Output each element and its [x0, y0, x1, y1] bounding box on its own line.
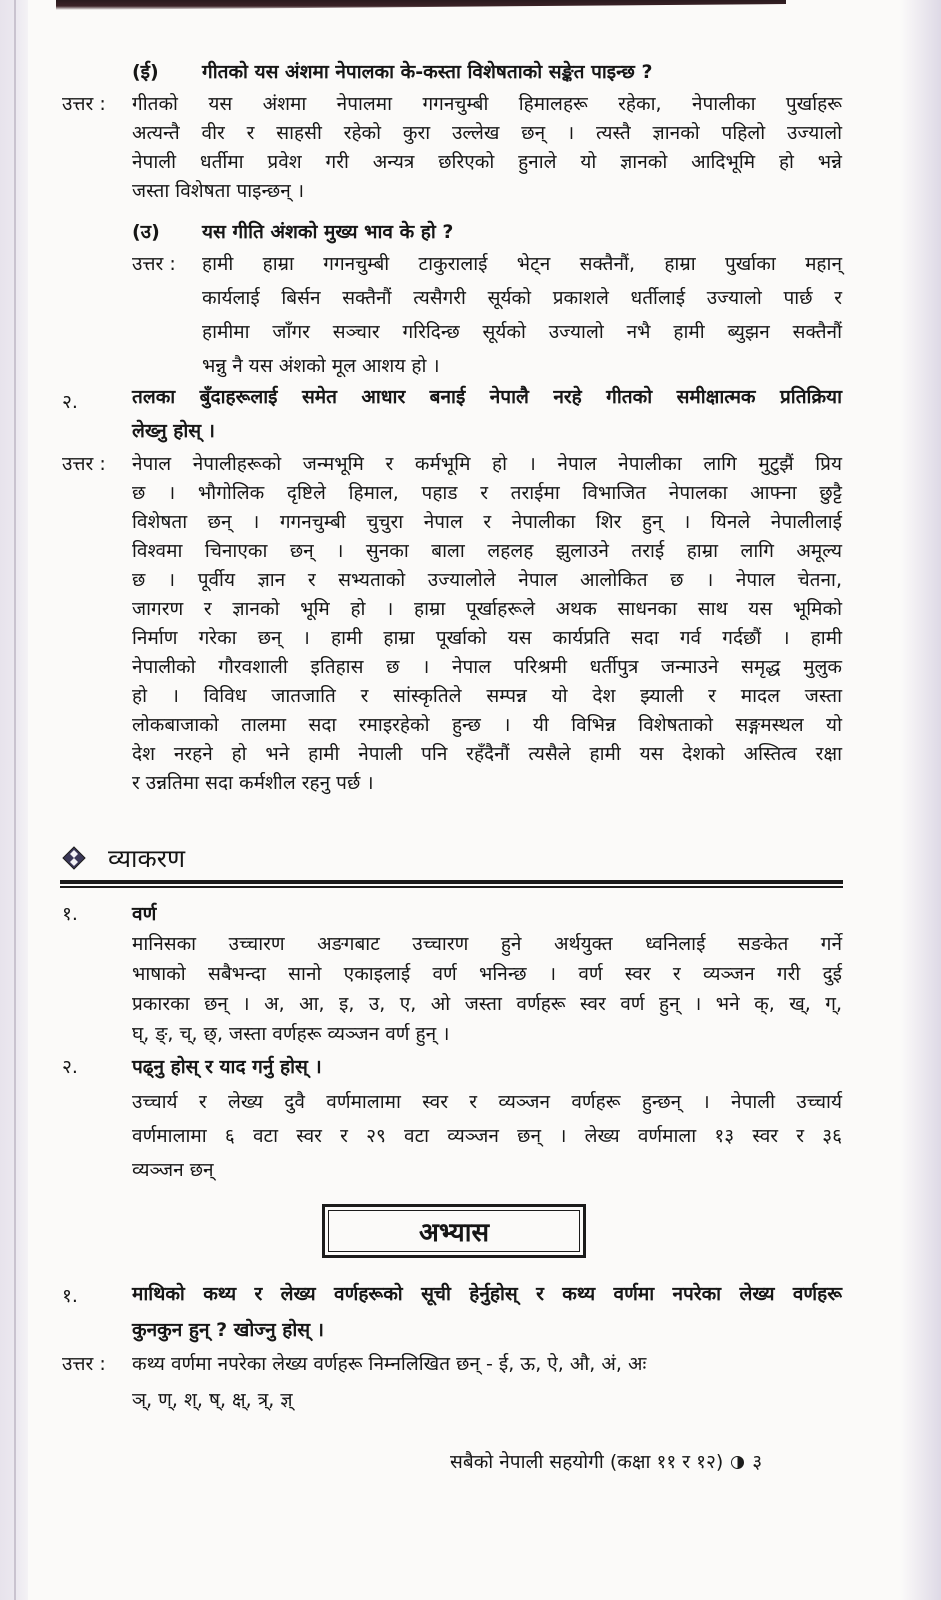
text-line: र उन्नतिमा सदा कर्मशील रहनु पर्छ । — [132, 772, 374, 794]
answer-label: उत्तर : — [62, 93, 106, 115]
page-binding-line — [14, 0, 16, 1600]
text-line: लेख्नु होस् । — [132, 420, 215, 442]
text-line: व्यञ्जन छन् — [132, 1159, 214, 1181]
page-number: ३ — [752, 1451, 763, 1473]
question-text — [132, 383, 842, 446]
item-number: १. — [62, 903, 78, 925]
text-line: देश नरहने हो भने हामी नेपाली पनि रहँदैनौं त्यसैले हामी यस देशको अस्तित्व रक्षा — [132, 743, 842, 765]
half-circle-icon — [731, 1456, 744, 1469]
text-line: नेपालीको गौरवशाली इतिहास छ । नेपाल परिश्रमी धर्तीपुत्र जन्माउने समृद्ध मुलुक — [132, 656, 842, 678]
page-top-shadow — [56, 0, 786, 10]
text-line: हामीमा जाँगर सञ्चार गरिदिन्छ सूर्यको उज्यालो नभै हामी ब्युझन सक्तैनौं — [202, 321, 842, 343]
text-line: भाषाको सबैभन्दा सानो एकाइलाई वर्ण भनिन्छ । वर्ण स्वर र व्यञ्जन गरी दुई — [132, 963, 842, 985]
answer-label: उत्तर : — [62, 453, 106, 475]
text-line: छ । भौगोलिक दृष्टिले हिमाल, पहाड र तराईमा विभाजित नेपालका आफ्ना छुट्टै — [132, 482, 842, 504]
answer-paragraph — [132, 90, 842, 206]
item-paragraph — [132, 1088, 842, 1185]
page-footer — [450, 1448, 762, 1477]
exercise-number: १. — [62, 1285, 78, 1307]
text-line: कुनकुन हुन् ? खोज्नु होस् । — [132, 1319, 324, 1341]
exercise-title-box — [322, 1204, 586, 1258]
text-line: विशेषता छन् । गगनचुम्बी चुचुरा नेपाल र नेपालीका शिर हुन् । यिनले नेपालीलाई — [132, 511, 842, 533]
text-line: निर्माण गरेका छन् । हामी हाम्रा पूर्खाको यस कार्यप्रति सदा गर्व गर्दछौं । हामी — [132, 627, 842, 649]
item-number: २. — [62, 1056, 78, 1078]
text-line: वर्णमालामा ६ वटा स्वर र २९ वटा व्यञ्जन छन् । लेख्य वर्णमाला १३ स्वर र ३६ — [132, 1125, 842, 1147]
answer-label: उत्तर : — [62, 1353, 106, 1375]
text-line: हो । विविध जातजाति र सांस्कृतिले सम्पन्न यो देश झ्याली र मादल जस्ता — [132, 685, 842, 707]
item-heading: पढ्नु होस् र याद गर्नु होस् । — [132, 1056, 322, 1078]
text-line: लोकबाजाको तालमा सदा रमाइरहेको हुन्छ । यी विभिन्न विशेषताको सङ्गमस्थल यो — [132, 714, 842, 736]
book-title: सबैको नेपाली सहयोगी (कक्षा ११ र १२) — [450, 1451, 724, 1473]
section-rule-thin — [60, 886, 843, 888]
text-line: गीतको यस अंशमा नेपालमा गगनचुम्बी हिमालहरू रहेका, नेपालीका पुर्खाहरू — [132, 93, 842, 115]
text-line: भन्नु नै यस अंशको मूल आशय हो । — [202, 355, 440, 377]
text-line: हामी हाम्रा गगनचुम्बी टाकुरालाई भेट्न सक्तैनौं, हाम्रा पुर्खाका महान् — [202, 253, 842, 275]
answer-paragraph — [202, 250, 842, 381]
answer-paragraph — [132, 1350, 646, 1415]
question-number: २. — [62, 391, 78, 413]
text-line: जस्ता विशेषता पाइन्छन् । — [132, 180, 305, 202]
text-line: तलका बुँदाहरूलाई समेत आधार बनाई नेपालै नरहे गीतको समीक्षात्मक प्रतिक्रिया — [132, 386, 842, 408]
exercise-title: अभ्यास — [328, 1210, 580, 1252]
diamond-icon — [62, 846, 86, 870]
answer-paragraph — [132, 450, 842, 798]
section-title: व्याकरण — [108, 844, 186, 873]
text-line: माथिको कथ्य र लेख्य वर्णहरूको सूची हेर्नुहोस् र कथ्य वर्णमा नपरेका लेख्य वर्णहरू — [132, 1283, 842, 1305]
text-line: जागरण र ज्ञानको भूमि हो । हाम्रा पूर्खाहरूले अथक साधनका साथ यस भूमिको — [132, 598, 842, 620]
answer-label: उत्तर : — [132, 253, 176, 275]
text-line: कार्यलाई बिर्सन सक्तैनौं त्यसैगरी सूर्यको प्रकाशले धर्तीलाई उज्यालो पार्छ र — [202, 287, 842, 309]
text-line: नेपाली धर्तीमा प्रवेश गरी अन्यत्र छरिएको हुनाले यो ज्ञानको आदिभूमि हो भन्ने — [132, 151, 842, 173]
question-text: गीतको यस अंशमा नेपालका के-कस्ता विशेषताको सङ्केत पाइन्छ ? — [202, 61, 653, 83]
text-line: मानिसका उच्चारण अङगबाट उच्चारण हुने अर्थयुक्त ध्वनिलाई सङकेत गर्ने — [132, 933, 842, 955]
page-right-shadow — [901, 0, 941, 1600]
question-marker: (उ) — [132, 221, 160, 243]
text-line: घ्, ङ्, च्, छ्, जस्ता वर्णहरू व्यञ्जन वर्ण हुन् । — [132, 1023, 450, 1045]
question-text: यस गीति अंशको मुख्य भाव के हो ? — [202, 221, 454, 243]
text-line: कथ्य वर्णमा नपरेका लेख्य वर्णहरू निम्नलिखित छन् - ई, ऊ, ऐ, औ, अं, अः — [132, 1353, 647, 1375]
text-line: ञ्, ण्, श्, ष्, क्ष्, त्र्, ज्ञ् — [132, 1389, 293, 1411]
text-line: नेपाल नेपालीहरूको जन्मभूमि र कर्मभूमि हो । नेपाल नेपालीका लागि मुटुझैं प्रिय — [132, 453, 842, 475]
item-heading: वर्ण — [132, 903, 157, 925]
text-line: अत्यन्तै वीर र साहसी रहेको कुरा उल्लेख छन् । त्यस्तै ज्ञानको पहिलो उज्यालो — [132, 122, 842, 144]
text-line: छ । पूर्वीय ज्ञान र सभ्यताको उज्यालोले नेपाल आलोकित छ । नेपाल चेतना, — [132, 569, 842, 591]
grammar-section-header — [62, 838, 185, 878]
text-line: प्रकारका छन् । अ, आ, इ, उ, ए, ओ जस्ता वर्णहरू स्वर वर्ण हुन् । भने क्, ख्, ग्, — [132, 993, 842, 1015]
text-line: उच्चार्य र लेख्य दुवै वर्णमालामा स्वर र व्यञ्जन वर्णहरू हुन्छन् । नेपाली उच्चार्य — [132, 1091, 842, 1113]
item-paragraph — [132, 930, 842, 1049]
exercise-question — [132, 1280, 842, 1345]
section-rule-thick — [60, 880, 843, 884]
question-marker: (ई) — [132, 61, 159, 83]
text-line: विश्वमा चिनाएका छन् । सुनका बाला लहलह झुलाउने तराई हाम्रा लागि अमूल्य — [132, 540, 842, 562]
